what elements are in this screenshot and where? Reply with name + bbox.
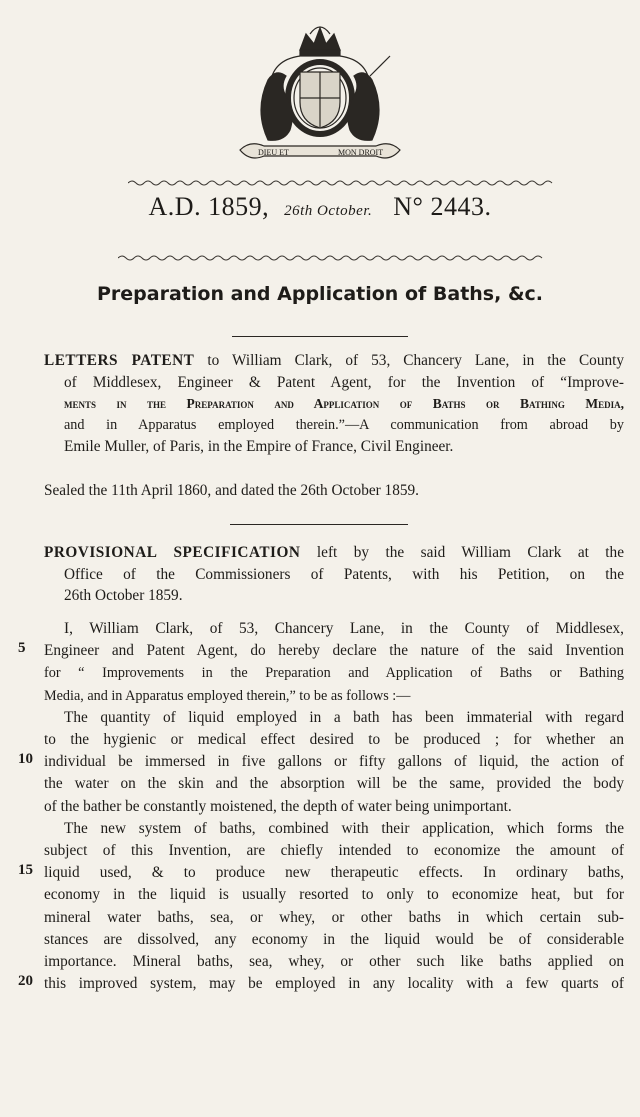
body-line: Engineer and Patent Agent, do hereby declare the nature of the said Invention bbox=[44, 642, 624, 660]
body-line: to the hygienic or medical effect desired to be produced ; for whether an bbox=[44, 731, 624, 749]
body-line: importance. Mineral baths, sea, whey, or other such like baths applied on bbox=[44, 953, 624, 971]
letters-patent-line: to William Clark, of 53, Chancery Lane, in the County bbox=[207, 352, 625, 369]
divider-2 bbox=[230, 524, 408, 525]
patent-date: 26th October. bbox=[284, 203, 373, 219]
letters-patent-paragraph bbox=[44, 350, 624, 458]
patent-header bbox=[0, 192, 640, 222]
specification-body bbox=[44, 618, 624, 995]
body-line: mineral water baths, sea, or whey, or other baths in which certain sub- bbox=[44, 908, 624, 926]
patent-number: N° 2443. bbox=[393, 192, 492, 221]
letters-patent-line: of Middlesex, Engineer & Patent Agent, for the Invention of “Improve- bbox=[64, 373, 624, 391]
provisional-lead: PROVISIONAL SPECIFICATION bbox=[44, 544, 301, 561]
ornamental-rule-bottom bbox=[118, 254, 543, 262]
divider-1 bbox=[232, 336, 408, 337]
patent-year: A.D. 1859, bbox=[148, 192, 270, 221]
motto-left: DIEU ET bbox=[258, 148, 289, 157]
body-line: The new system of baths, combined with their application, which forms the bbox=[64, 819, 624, 837]
motto-right: MON DROIT bbox=[338, 148, 384, 157]
provisional-line: left by the said William Clark at the bbox=[316, 544, 624, 561]
body-line: economy in the liquid is usually resorted to only to economize heat, but for bbox=[44, 886, 624, 904]
letters-patent-line: Emile Muller, of Paris, in the Empire of France, Civil Engineer. bbox=[64, 438, 454, 456]
body-line: of the bather be constantly moistened, the depth of water being unimportant. bbox=[44, 797, 512, 815]
body-line: this improved system, may be employed in any locality with a few quarts of bbox=[44, 975, 624, 993]
body-line: liquid used, & to produce new therapeutic effects. In ordinary baths, bbox=[44, 864, 624, 882]
provisional-line: Office of the Commissioners of Patents, with his Petition, on the bbox=[64, 565, 624, 583]
letters-patent-line: and in Apparatus employed therein.”—A communication from abroad by bbox=[64, 416, 624, 433]
patent-title: Preparation and Application of Baths, &c. bbox=[97, 283, 543, 305]
body-line: The quantity of liquid employed in a bath has been immaterial with regard bbox=[64, 708, 624, 726]
body-line: stances are dissolved, any economy in the liquid would be of considerable bbox=[44, 930, 624, 948]
sealed-text: Sealed the 11th April 1860, and dated the 26th October 1859. bbox=[44, 482, 419, 499]
line-number: 20 bbox=[18, 973, 33, 989]
body-line: I, William Clark, of 53, Chancery Lane, in the County of Middlesex, bbox=[64, 620, 624, 637]
body-line: the water on the skin and the absorption will be the same, provided the body bbox=[44, 775, 624, 793]
letters-patent-line: ments in the Preparation and Application of Baths or Bathing Media, bbox=[64, 396, 624, 412]
provisional-line: 26th October 1859. bbox=[64, 587, 183, 605]
ornamental-rule-top bbox=[128, 178, 553, 186]
letters-patent-lead: LETTERS PATENT bbox=[44, 352, 195, 369]
body-line: individual be immersed in five gallons or fifty gallons of liquid, the action of bbox=[44, 753, 624, 771]
body-line: subject of this Invention, are chiefly intended to economize the amount of bbox=[44, 842, 624, 860]
line-number: 15 bbox=[18, 862, 33, 878]
line-number: 10 bbox=[18, 751, 33, 767]
line-number: 5 bbox=[18, 640, 26, 656]
sealed-line bbox=[44, 480, 624, 502]
body-line: for “ Improvements in the Preparation and Application of Baths or Bathing bbox=[44, 665, 624, 682]
body-line: Media, and in Apparatus employed therein,” to be as follows :— bbox=[44, 687, 411, 704]
royal-coat-of-arms bbox=[220, 20, 420, 170]
provisional-paragraph bbox=[44, 542, 624, 607]
